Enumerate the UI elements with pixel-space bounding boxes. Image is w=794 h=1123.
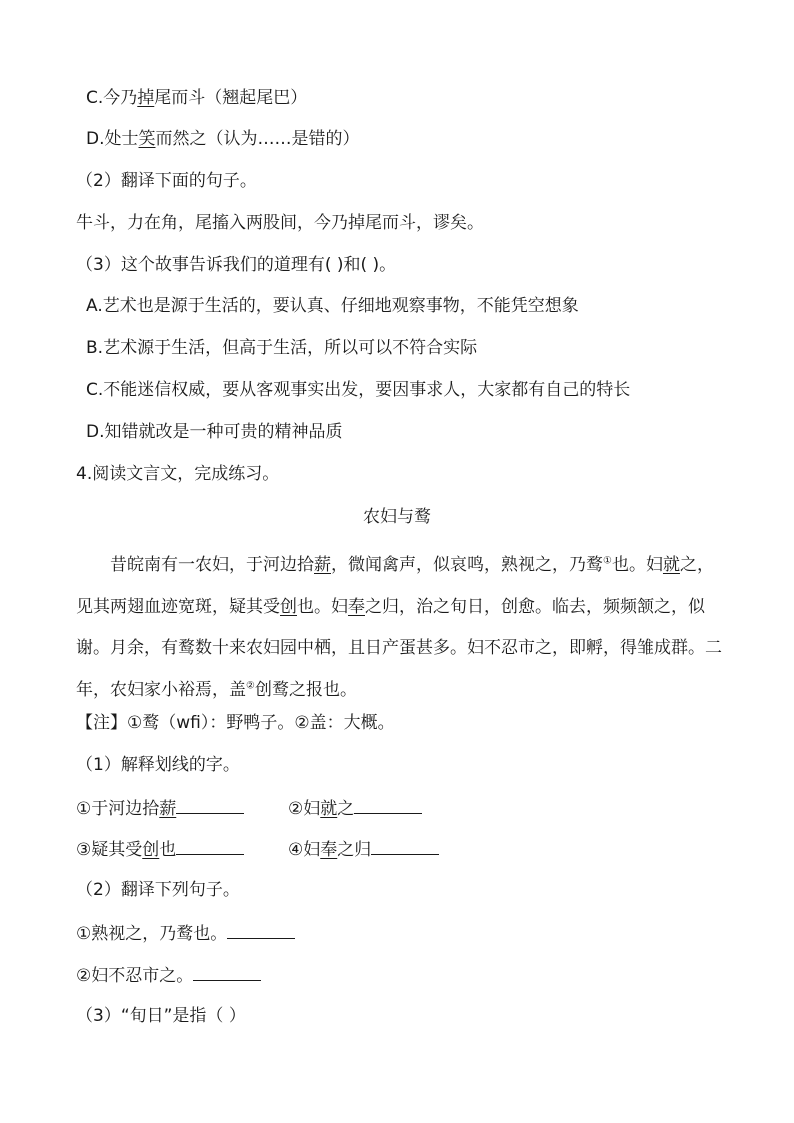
underlined-char: 薪 (314, 555, 331, 575)
answer-blank[interactable] (176, 836, 244, 855)
q3-3-option-d: D.知错就改是一种可贵的精神品质 (86, 422, 343, 442)
underlined-char: 创 (280, 596, 297, 617)
sub1-prompt: （1）解释划线的字。 (76, 755, 240, 775)
underlined-char: 笑 (138, 129, 156, 149)
underlined-char: 掉 (137, 88, 155, 108)
underlined-char: 奉 (320, 840, 338, 860)
question-4-header: 4.阅读文言文，完成练习。 (76, 464, 280, 484)
q3-3-option-a: A.艺术也是源于生活的，要认真、仔细地观察事物，不能凭空想象 (86, 296, 579, 316)
answer-blank[interactable] (176, 795, 244, 814)
q3-2-sentence: 牛斗，力在角，尾搐入两股间，今乃掉尾而斗，谬矣。 (76, 213, 484, 233)
answer-blank[interactable] (227, 920, 295, 939)
option-d: D.处士笑而然之（认为……是错的） (86, 129, 360, 149)
q3-3-option-c: C.不能迷信权威，要从客观事实出发，要因事求人，大家都有自己的特长 (86, 380, 631, 400)
sub1-item-2: ②妇就之 (288, 795, 422, 821)
answer-blank[interactable] (354, 795, 422, 814)
sub1-item-3: ③疑其受创也 (76, 836, 244, 862)
underlined-char: 创 (142, 840, 160, 860)
sub2-item-2: ②妇不忍市之。 (76, 962, 261, 988)
passage-title: 农妇与鹜 (363, 507, 431, 527)
q3-2-prompt: （2）翻译下面的句子。 (76, 171, 257, 191)
footnote-marker: ② (246, 679, 255, 691)
answer-blank[interactable] (193, 962, 261, 981)
underlined-char: 奉 (348, 596, 365, 617)
footnote-marker: ① (603, 555, 612, 567)
q3-3-prompt: （3）这个故事告诉我们的道理有( )和( )。 (76, 255, 397, 275)
sub1-item-4: ④妇奉之归 (288, 836, 439, 862)
passage-note: 【注】①鹜（wfi）：野鸭子。②盖：大概。 (76, 713, 395, 733)
sub2-prompt: （2）翻译下列句子。 (76, 880, 240, 900)
answer-blank[interactable] (371, 836, 439, 855)
q3-3-option-b: B.艺术源于生活，但高于生活，所以可以不符合实际 (86, 338, 478, 358)
underlined-char: 就 (320, 799, 338, 819)
passage-body: 昔皖南有一农妇，于河边拾薪，微闻禽声，似哀鸣，熟视之，乃鹜①也。妇就之，见其两翅血迹宽斑，疑其受创也。妇奉之归，治之旬日，创愈。临去，频频颔之，似谢。月余，有鹜数十来农妇园中栖，且日产蛋甚多。妇不忍市之，即孵，得雏成群。二年，农妇家小裕焉，盖②创鹜之报也。 (76, 555, 722, 700)
sub1-item-1: ①于河边拾薪 (76, 795, 244, 821)
underlined-char: 薪 (159, 799, 177, 819)
sub2-item-1: ①熟视之，乃鹜也。 (76, 920, 295, 946)
underlined-char: 就 (662, 555, 680, 575)
option-c: C.今乃掉尾而斗（翘起尾巴） (86, 88, 308, 108)
sub3-prompt: （3）“旬日”是指（ ） (76, 1006, 246, 1026)
